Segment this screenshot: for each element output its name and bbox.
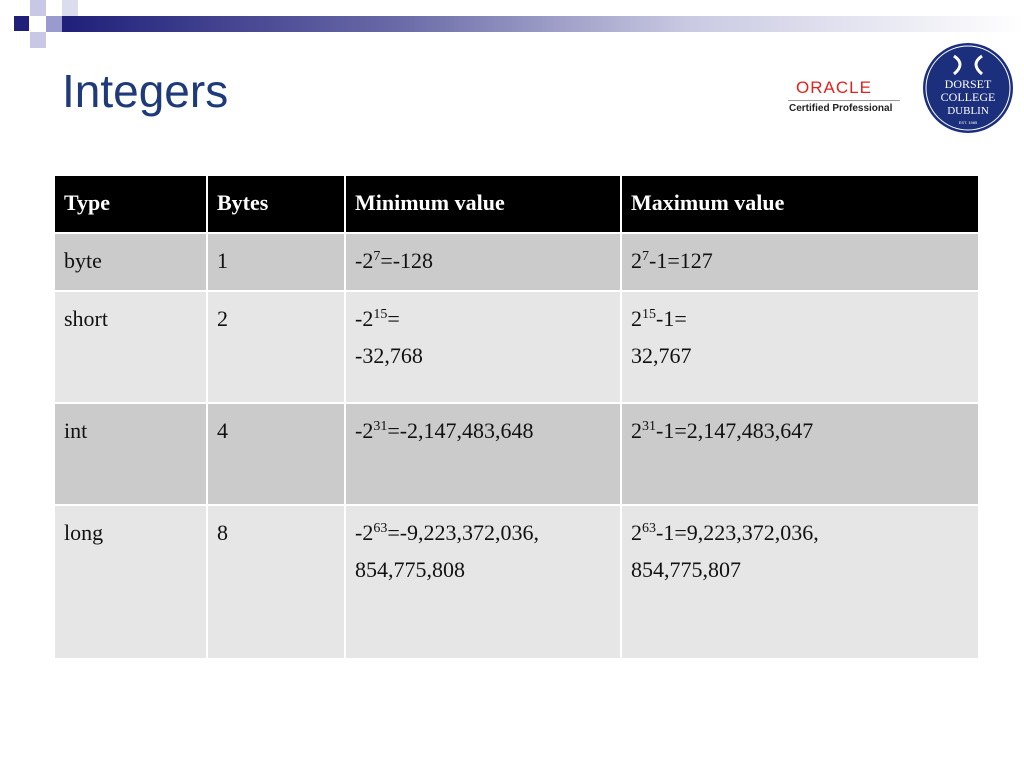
header-gradient-bar	[62, 16, 1024, 32]
header-type: Type	[54, 175, 207, 233]
cell-max: $2^7-1=127$	[621, 233, 979, 291]
decor-square	[46, 16, 62, 32]
cell-min: $-2^{31}=-2,147,483,648$	[345, 403, 621, 505]
svg-text:EST. 1985: EST. 1985	[958, 120, 978, 125]
svg-text:COLLEGE: COLLEGE	[940, 90, 996, 104]
cell-bytes: 8	[207, 505, 345, 659]
table-header-row	[54, 175, 979, 233]
table-row	[54, 505, 979, 659]
cell-type: short	[54, 291, 207, 403]
cell-type: long	[54, 505, 207, 659]
dorset-college-seal	[922, 42, 1014, 134]
cell-type: byte	[54, 233, 207, 291]
table-row	[54, 403, 979, 505]
decor-square	[30, 32, 46, 48]
decor-square	[14, 16, 29, 31]
cell-max: $2^{63}-1=9,223,372,036$, 854,775,807	[621, 505, 979, 659]
cell-max: $2^{15}-1=$ 32,767	[621, 291, 979, 403]
svg-text:DUBLIN: DUBLIN	[947, 105, 989, 117]
table-row	[54, 291, 979, 403]
header-minimum-value: Minimum value	[345, 175, 621, 233]
header-maximum-value: Maximum value	[621, 175, 979, 233]
cell-bytes: 1	[207, 233, 345, 291]
decor-square	[62, 0, 78, 16]
cell-max: $2^{31}-1=2,147,483,647$	[621, 403, 979, 505]
header-bytes: Bytes	[207, 175, 345, 233]
integer-types-table	[53, 174, 980, 660]
cell-min: $-2^{15}=$ -32,768	[345, 291, 621, 403]
oracle-wordmark: ORACLE	[796, 78, 872, 97]
cell-type: int	[54, 403, 207, 505]
logo-divider	[788, 100, 900, 101]
cell-bytes: 2	[207, 291, 345, 403]
table-row	[54, 233, 979, 291]
cell-min: $-2^7=-128$	[345, 233, 621, 291]
oracle-certified-logo	[786, 76, 906, 120]
cell-bytes: 4	[207, 403, 345, 505]
slide-title: Integers	[62, 65, 229, 117]
cell-min: $-2^{63}=-9,223,372,036$, 854,775,808	[345, 505, 621, 659]
decor-square	[30, 0, 46, 16]
oracle-subtitle: Certified Professional	[789, 103, 893, 114]
svg-text:DORSET: DORSET	[944, 77, 992, 91]
